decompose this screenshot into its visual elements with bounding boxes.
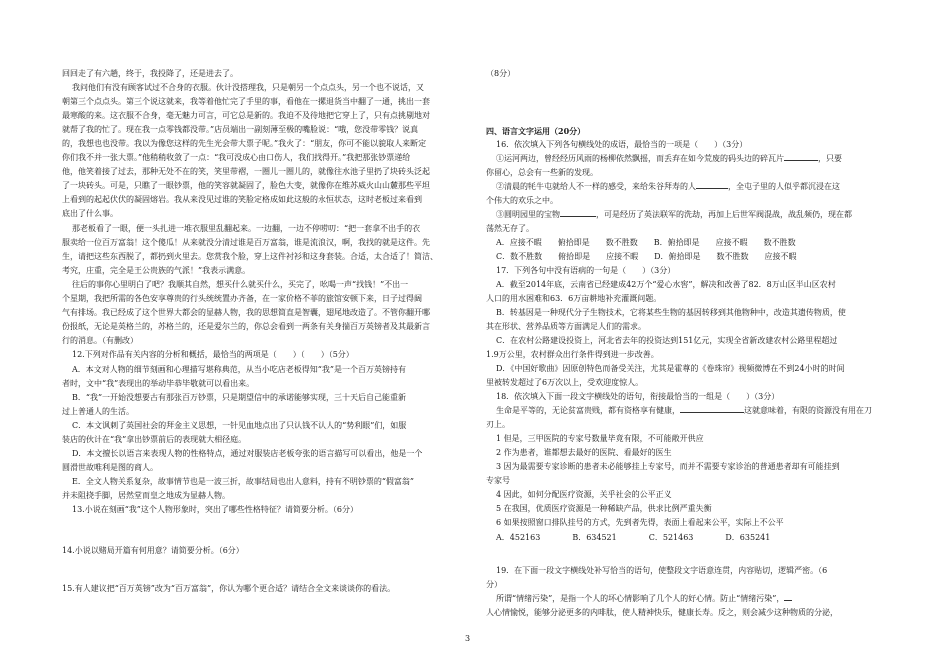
left-text-line: 我问他们有没有顾客试过不合身的衣服。伙计没搭理我，只是朝另一个点点头，另一个也不说话，又 <box>72 83 424 92</box>
q16-sentence-3-cont: 荡然无存了。 <box>486 224 534 233</box>
left-text-line: 个星期，我把所需的各色安享尊贵的行头统统置办齐备，在一家价格不菲的旅馆安顿下来，日子过得阔 <box>62 294 422 303</box>
left-text-line: 行的消息。（有删改） <box>62 336 138 345</box>
left-text-line: 你们我不并一张大票。”他稍稍收敛了一点：“我可没成心由口伤人，我们找得开。”我把那张钞票递给 <box>62 153 411 162</box>
q16-sentence-1-cont: 你留心，总会有一些新的发现。 <box>486 168 598 177</box>
q18-sentence-4: 4 因此，如何分配医疗资源，关乎社会的公平正义 <box>496 490 672 499</box>
q16-sentence-2 <box>496 182 840 192</box>
q17-option-b-cont: 其在形状、营养品质等方面满足人们的需求。 <box>486 322 646 331</box>
q12-option-b-cont: 过上普通人的生活。 <box>62 407 134 416</box>
q17-option-c-cont: 1.9万公里，农村群众出行条件得到进一步改善。 <box>486 350 659 359</box>
q16-sentence-3 <box>496 210 852 220</box>
left-text-line: 上看到的起起伏伏的凝固熔岩。我从来没见过谁的笑脸定格成如此这般的永恒状态，这时老板过来看到 <box>62 195 422 204</box>
q17-option-b: B．转基因是一种现代分子生物技术，它将某些生物的基因转移到其他物种中，改造其遗传物质，使 <box>496 308 846 317</box>
q12-option-d: D．本文擅长以语言来表现人物的性格特点，通过对服装店老板夸张的语言描写可以看出，他是一个 <box>72 449 423 458</box>
q18-sentence-3: 3 因为最需要专家诊断的患者未必能够挂上专家号，而并不需要专家诊治的普通患者却有可能挂到 <box>496 462 840 471</box>
q12-option-c-cont: 装店的伙计在“我”拿出钞票前后的表现就大相径庭。 <box>62 435 247 444</box>
q12-option-e-cont: 并未阻挠手脚，居然堂而皇之地成为显赫人物。 <box>62 491 230 500</box>
question-19-stem-cont: 分） <box>486 580 502 589</box>
page-number: 3 <box>465 634 471 643</box>
q18-sentence-2: 2 作为患者，谁都想去最好的医院、看最好的医生 <box>496 448 672 457</box>
q12-option-b: B．“我”一开始没想要古有那张百万钞票，只是期望信中的承诺能够实现，三十天后自己能重新 <box>72 393 407 402</box>
q19-passage-text: 所谓“情绪污染”，是指一个人的坏心情影响了几个人的好心情。防止“情绪污染”， <box>496 594 785 603</box>
q18-passage-cont: 刃上。 <box>486 420 510 429</box>
left-text-line: 气有排场。我已经成了这个世界大都会的显赫人物，我的思想简直是智囊，翅尾地改造了。不管你翻开哪 <box>62 308 430 317</box>
question-13: 13.小说在刻画“我”这个人物形象时，突出了哪些性格特征？请简要分析。（6分） <box>72 505 358 514</box>
q18-sentence-3-cont: 专家号 <box>486 476 510 485</box>
q16-sentence-1 <box>496 154 842 164</box>
left-text-line: 份报纸，无论是英格兰的，苏格兰的，还是爱尔兰的，你总会看到一两条有关身揣百万英镑者及其最新言 <box>62 322 430 331</box>
left-text-line: 服卖给一位百万富翁！这个傻瓜！从来就没分清过谁是百万富翁，谁是流浪汉，啊，我找的就是这件。先 <box>62 238 430 247</box>
answer-blank[interactable] <box>560 216 596 217</box>
left-text-line: 往后的事你心里明白了吧？我顺其自然，想买什么就买什么，买完了，吆喝一声“找钱！”不出一 <box>72 280 409 289</box>
q16-sentence-2-text: ②清晨的牦牛屯就给人不一样的感受，来给朱谷拜寿的人 <box>496 182 696 191</box>
q17-option-a: A．截至2014年底，云南省已经建成42万个“爱心水窖”，解决和改善了82．8万山区半山区农村 <box>496 280 836 289</box>
q12-option-c: C．本文讽刺了英国社会的拜金主义思想，一针见血地点出了只认钱不认人的“势利眼”们，如服 <box>72 421 407 430</box>
q16-sentence-1-tail: ，只要 <box>818 154 842 163</box>
answer-blank[interactable] <box>680 412 744 413</box>
left-text-line: 他，他笑着接了过去，那种无处不在的笑，笑里带褶，一圈儿一圈儿的，就像往水池子里扔了块砖头泛起 <box>62 167 430 176</box>
q16-sentence-2-tail: ，全屯子里的人似乎都沉浸在这 <box>728 182 840 191</box>
q17-option-d-cont: 里被转发超过了6万次以上，受欢迎度惊人。 <box>486 378 644 387</box>
left-text-line: 了一块砖头。可是，只瞧了一眼钞票，他的笑容就凝固了，脸色大变，就像你在维苏威火山山麓那些平坦 <box>62 181 430 190</box>
answer-blank[interactable] <box>696 188 728 189</box>
q18-options: A．452163 B．634521 C．521463 D．635241 <box>496 533 771 542</box>
q16-sentence-2-cont: 个伟大的欢乐之中。 <box>486 196 558 205</box>
question-15: 15.有人建议把“百万英镑”改为“百万富翁”，你认为哪个更合适？请结合全文来谈谈你的看法。 <box>62 584 396 593</box>
left-text-line: 就帮了我的忙了。现在我一点零钱都没带。”店员端出一副刻薄至极的嘴脸说：“哦，您没带零钱？说真 <box>62 125 419 134</box>
question-12-stem: 12.下列对作品有关内容的分析和概括，最恰当的两项是（ ）（ ）（5分） <box>72 350 354 359</box>
left-text-line: 朝第三个点点头。第三个说这就来，我等着他忙完了手里的事，看他在一摞退货当中翻了一通，挑出一套 <box>62 97 430 106</box>
q12-option-a: A．本文对人物的细节刻画和心理描写堪称典范，从当小吃店老板得知“我”是一个百万英镑持有 <box>72 365 406 374</box>
left-text-line: 生，请把这些东西脱了，都扔到火里去。您赏我个脸，穿上这件衬衫和这身套装。合适，太合适了！简洁、 <box>62 252 438 261</box>
q19-passage-cont: 人心情愉悦，能够分泌更多的内啡肽，使人精神快乐，健康长寿。反之，则会减少这种物质的分泌， <box>486 608 838 617</box>
left-text-line: 考究，庄重，完全是王公贵族的气派！”我表示满意。 <box>62 266 251 275</box>
question-19-stem: 19．在下面一段文字横线处补写恰当的语句，使整段文字语意连贯，内容贴切，逻辑严密。（6 <box>496 566 828 575</box>
q18-passage <box>496 406 872 416</box>
q16-options-ab: A．应接不暇 俯拾即是 数不胜数 B．俯拾即是 应接不暇 数不胜数 <box>496 238 796 247</box>
question-15-score: （8分） <box>486 69 516 78</box>
q18-sentence-1: 1 但是，三甲医院的专家号数量毕竟有限，不可能敞开供应 <box>496 434 704 443</box>
q16-options-cd: C．数不胜数 俯拾即是 应接不暇 D．俯拾即是 数不胜数 应接不暇 <box>496 252 797 261</box>
q16-sentence-3-text: ③圆明园里的宝物 <box>496 210 560 219</box>
q17-option-a-cont: 人口的用水困难和63．6万亩耕地补充灌溉问题。 <box>486 294 662 303</box>
q16-sentence-1-text: ①运河两边，曾经经历风雨的杨柳依然飘摇，而丢弃在如今荒废的码头边的碎瓦片 <box>496 154 784 163</box>
question-18-stem: 18．依次填入下面一段文字横线处的语句，衔接最恰当的一组是（ ）（3分） <box>496 392 780 401</box>
q17-option-d: D．《中国好歌曲》因原创特色而备受关注，尤其是霍尊的《卷珠帘》视频微博在不到24小时的时间 <box>496 364 845 373</box>
q18-passage-tail: 这就意味着，有限的资源没有用在刀 <box>744 406 872 415</box>
q18-sentence-5: 5 在我国，优质医疗资源是一种稀缺产品，供求比例严重失衡 <box>496 504 712 513</box>
left-text-line: 那老板看了一眼，便一头扎进一堆衣服里乱翻起来。一边翻，一边不停唠叨：“把一套拿不出手的衣 <box>72 224 421 233</box>
answer-blank[interactable] <box>784 160 818 161</box>
q12-option-e: E．全文人物关系复杂，故事情节也是一波三折，故事结局也出人意料，持有不明钞票的“假富翁” <box>72 477 415 486</box>
section-heading-language-use: 四、语言文字运用（20分） <box>486 126 586 136</box>
q17-option-c: C．在农村公路建设投资上，河北省去年的投资达到151亿元，实现全省新改建农村公路里程超过 <box>496 336 838 345</box>
q12-option-a-cont: 者时，文中“我”表现出的举动毕恭毕敬就可以看出来。 <box>62 379 255 388</box>
question-14: 14.小说以赌局开篇有何用意？请简要分析。（6分） <box>62 546 244 555</box>
q16-sentence-3-tail: ，可是经历了英法联军的洗劫，再加上后世军阀混战，战乱频仍，现在都 <box>596 210 852 219</box>
left-text-line: 的，我想也也没带。我以为像您这样的先生光会带大票子呢。”我火了：“朋友，你可不能以貌取人来断定 <box>62 139 427 148</box>
question-17-stem: 17．下列各句中没有语病的一句是（ ）（3分） <box>496 266 676 275</box>
q12-option-d-cont: 圆滑世故唯利是图的商人。 <box>62 463 158 472</box>
left-text-line: 最寒酸的来。这衣服不合身，毫无魅力可言，可它总是新的。我迫不及待地把它穿上了，只有点挑剔地对 <box>62 111 430 120</box>
q18-sentence-6: 6 如果按照窗口排队挂号的方式，先到者先得，表面上看起来公平，实际上不公平 <box>496 518 784 527</box>
q18-passage-text: 生命是平等的，无论贫富贵贱，都有资格享有健康， <box>496 406 680 415</box>
answer-blank[interactable] <box>784 600 792 601</box>
q19-passage <box>496 594 792 604</box>
question-16-stem: 16．依次填入下列各句横线处的成语，最恰当的一项是（ ）（3分） <box>496 140 748 149</box>
left-text-line: 回回走了有六趟，终于，我投降了，还是进去了。 <box>62 69 238 78</box>
left-text-line: 底出了什么事。 <box>62 209 118 218</box>
